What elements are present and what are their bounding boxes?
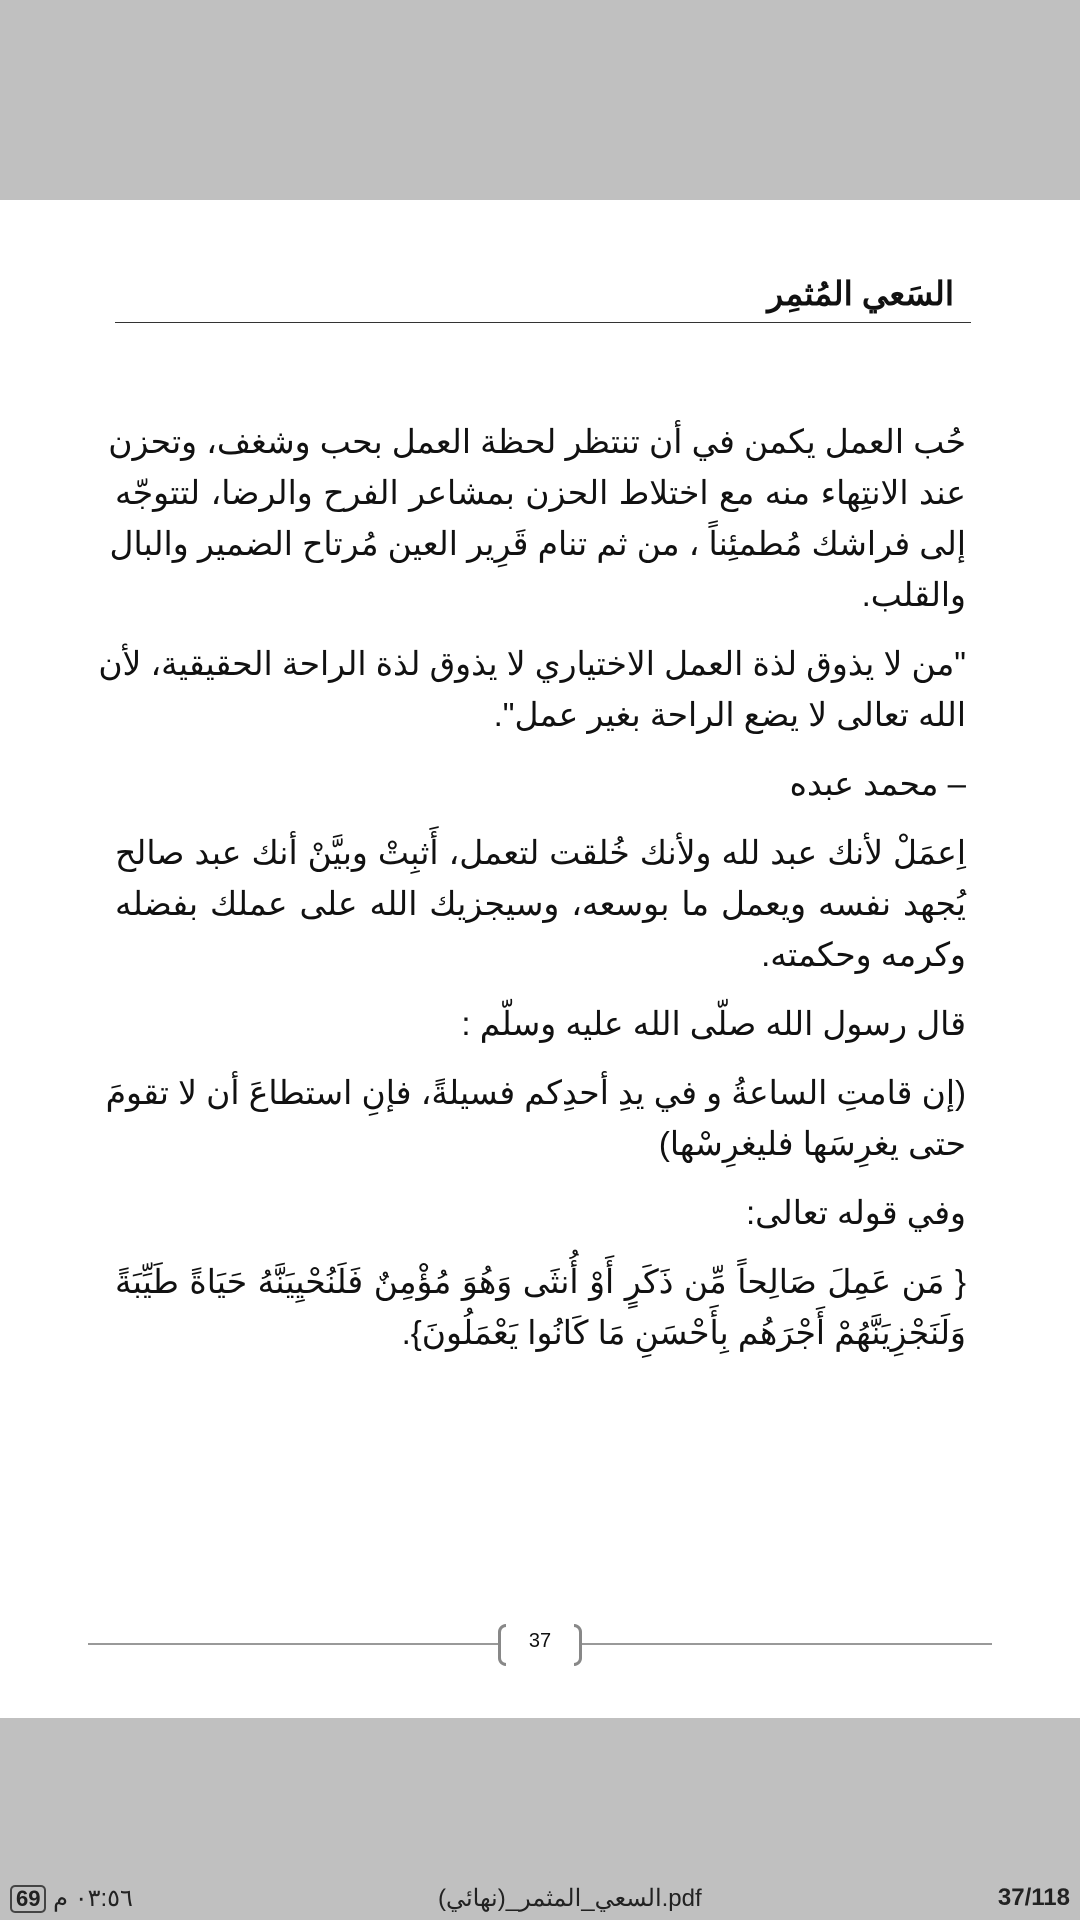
battery-icon: 69 — [10, 1885, 46, 1913]
page-body — [98, 416, 966, 1376]
pdf-page — [0, 200, 1080, 1718]
text-line: وكرمه وحكمته. — [761, 936, 966, 973]
text-line: (إن قامتِ الساعةُ و في يدِ أحدِكم فسيلةً، فإنِ استطاعَ أن لا تقومَ — [105, 1074, 966, 1111]
text-line: يُجهد نفسه ويعمل ما بوسعه، وسيجزيك الله على عملك بفضله — [115, 885, 966, 922]
text-line: اِعمَلْ لأنك عبد لله ولأنك خُلقت لتعمل، أَثبِتْ وبيَّنْ أنك عبد صالح — [115, 834, 966, 871]
time: ٠٣:٥٦ م — [53, 1885, 133, 1912]
file-name: السعي_المثمر_(نهائي).pdf — [438, 1885, 702, 1912]
paragraph — [98, 638, 966, 740]
text-line: قال رسول الله صلّى الله عليه وسلّم : — [461, 1005, 966, 1042]
paragraph — [115, 1187, 966, 1238]
bracket-right-icon — [574, 1624, 582, 1666]
footer-divider-right — [582, 1643, 992, 1645]
paragraph — [105, 1067, 966, 1169]
text-line: حتى يغرِسَها فليغرِسْها) — [658, 1125, 966, 1162]
bracket-left-icon — [498, 1624, 506, 1666]
paragraph — [115, 998, 966, 1049]
footer-divider-left — [88, 1643, 498, 1645]
text-line: وفي قوله تعالى: — [745, 1194, 966, 1231]
text-line: وَلَنَجْزِيَنَّهُمْ أَجْرَهُم بِأَحْسَنِ مَا كَانُوا يَعْمَلُونَ}. — [401, 1314, 966, 1351]
paragraph — [115, 758, 966, 809]
text-line: { مَن عَمِلَ صَالِحاً مِّن ذَكَرٍ أَوْ أُنثَى وَهُوَ مُؤْمِنٌ فَلَنُحْيِيَنَّهُ حَيَاةً طَيِّبَةً — [115, 1263, 966, 1300]
text-line: حُب العمل يكمن في أن تنتظر لحظة العمل بحب وشغف، وتحزن — [108, 423, 966, 460]
page-indicator[interactable]: 37/118 — [997, 1884, 1070, 1911]
paragraph — [108, 416, 966, 620]
text-line: – محمد عبده — [789, 765, 966, 802]
text-line: إلى فراشك مُطمئِناً ، من ثم تنام قَرِير العين مُرتاح الضمير والبال — [109, 525, 966, 562]
paragraph — [115, 827, 966, 980]
text-line: الله تعالى لا يضع الراحة بغير عمل". — [493, 696, 966, 733]
text-line: والقلب. — [861, 576, 966, 613]
header-divider — [115, 322, 971, 323]
text-line: "من لا يذوق لذة العمل الاختياري لا يذوق لذة الراحة الحقيقية، لأن — [98, 645, 966, 682]
page-title: السَعي المُثمِر — [767, 275, 954, 312]
clock-battery — [10, 1884, 133, 1913]
page-number: 37 — [528, 1630, 552, 1652]
text-line: عند الانتِهاء منه مع اختلاط الحزن بمشاعر الفرح والرضا، لتتوجّه — [115, 474, 966, 511]
paragraph — [115, 1256, 966, 1358]
